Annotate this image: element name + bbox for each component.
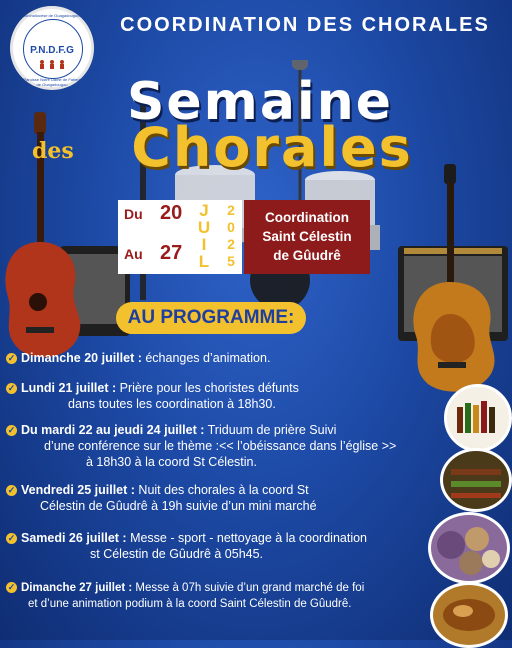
title-semaine: Semaine: [126, 72, 394, 132]
drinks-bottles-image: [444, 384, 512, 452]
date-end-day: 27: [160, 242, 183, 264]
date-du-label: Du: [124, 206, 143, 222]
program-item: ✓ Du mardi 22 au jeudi 24 juillet : Triduum de prière Suivi d’une conférence sur le thème :<< l’obéissance dans l’église >> à 18h30 à la coord St Célestin.: [7, 423, 397, 469]
header-title: COORDINATION DES CHORALES: [120, 14, 490, 36]
program-item: ✓ Dimanche 20 juillet : échanges d’animation.: [7, 351, 271, 365]
check-icon: ✓: [7, 425, 16, 435]
check-icon: ✓: [7, 353, 16, 363]
program-item: ✓ Dimanche 27 juillet : Messe à 07h suivie d’un grand marché de foi et d’une animation podium à la coord Saint Célestin de Gûudrê.: [7, 582, 365, 610]
title-des: des: [32, 138, 74, 164]
check-icon: ✓: [7, 582, 16, 592]
program-item: ✓ Samedi 26 juillet : Messe - sport - nettoyage à la coordination st Célestin de Gûudrê à 05h45.: [7, 531, 367, 561]
date-start-day: 20: [160, 202, 183, 224]
coordination-box: Coordination Saint Célestin de Gûudrê: [244, 200, 370, 274]
date-month-vertical: J U I L: [197, 201, 211, 271]
logo-arc-bottom-text: Paroisse Notre Dame de Fatima de Ouagadougou: [23, 77, 81, 87]
programme-pill: AU PROGRAMME:: [116, 302, 306, 334]
check-icon: ✓: [7, 533, 16, 543]
check-icon: ✓: [7, 383, 16, 393]
choir-figures-icon: [37, 59, 67, 69]
roasted-meat-image: [430, 582, 508, 648]
brochettes-image: [440, 448, 512, 512]
check-icon: ✓: [7, 485, 16, 495]
date-au-label: Au: [124, 246, 143, 262]
logo-initials: P.N.D.F.G: [30, 45, 74, 56]
logo-arc-top-text: Archidiocèse de Ouagadougou: [24, 13, 80, 18]
date-year-vertical: 2 0 2 5: [227, 202, 235, 269]
program-item: ✓ Vendredi 25 juillet : Nuit des chorales à la coord St Célestin de Gûudrê à 19h suivie d’un mini marché: [7, 483, 317, 513]
title-chorales: Chorales: [131, 116, 413, 179]
guitar-right-icon: [408, 164, 508, 394]
parish-logo: [10, 6, 94, 90]
grains-market-image: [428, 512, 510, 584]
date-box: [118, 200, 242, 274]
program-item: ✓ Lundi 21 juillet : Prière pour les choristes défunts dans toutes les coordination à 18h30.: [7, 381, 299, 411]
